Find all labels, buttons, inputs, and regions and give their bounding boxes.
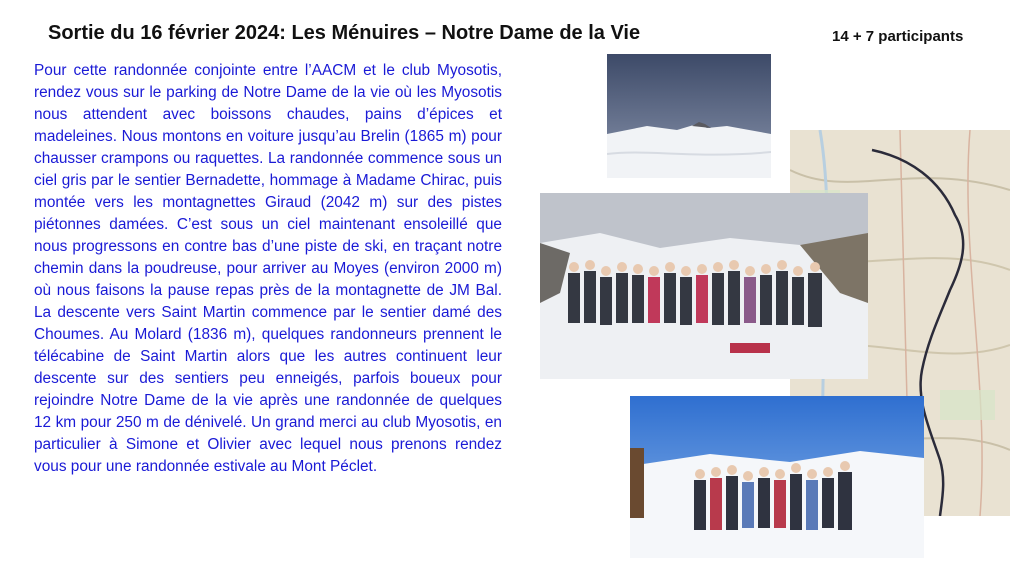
participants-count: 14 + 7 participants (832, 28, 964, 45)
snow-ridge-photo (607, 54, 771, 178)
group-photo-sunny (630, 396, 924, 558)
slide-title: Sortie du 16 février 2024: Les Ménuires – Notre Dame de la Vie (48, 22, 641, 44)
group-photo-snow (540, 193, 868, 379)
hike-description: Pour cette randonnée conjointe entre l’AACM et le club Myosotis, rendez vous sur le parking de Notre Dame de la vie où les Myosotis nous attendent avec boissons chaudes, pains d’épices et madeleines. Nous montons en voiture jusqu’au Brelin (1865 m) pour chausser crampons ou raquettes. La randonnée commence sous un ciel gris par le sentier Bernadette, hommage à Madame Chirac, puis montée vers les montagnettes Giraud (2042 m) sur des pistes piétonnes damées. C’est sous un ciel maintenant ensoleillé que nous progressons en contre bas d’une piste de ski, en traçant notre chemin dans la poudreuse, pour arriver au Moyes (environ 2000 m) où nous faisons la pause repas près de la montagnette de JM Bal. La descente vers Saint Martin commence par le sentier damé des Choumes. Au Molard (1836 m), quelques randonneurs prennent le télécabine de Saint Martin alors que les autres continuent leur descente sur des sentiers peu enneigés, parfois boueux pour rejoindre Notre Dame de la vie après une randonnée de quelques 12 km pour 250 m de dénivelé. Un grand merci au club Myosotis, en particulier à Simone et Olivier avec lequel nous prenons rendez vous pour une randonnée estivale au Mont Péclet. (34, 62, 502, 475)
